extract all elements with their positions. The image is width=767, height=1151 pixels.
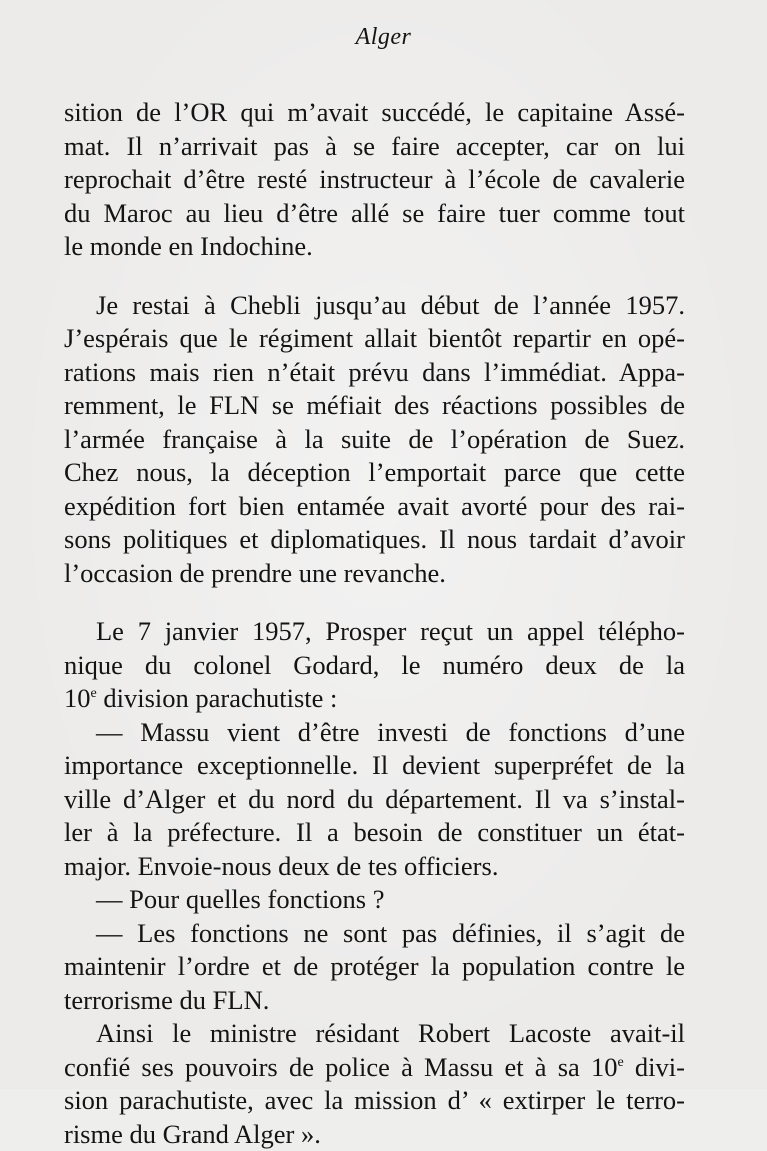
ordinal-suffix: e	[91, 686, 97, 701]
text-line: sion parachutiste, avec la mission d’ « extirper le terro-	[64, 1084, 685, 1118]
ordinal-suffix: e	[618, 1055, 624, 1070]
text-line: terrorisme du FLN.	[64, 984, 685, 1018]
ordinal-number: 10	[64, 683, 91, 713]
text-line: expédition fort bien entamée avait avorté pour des rai-	[64, 490, 685, 524]
text-line: Je restai à Chebli jusqu’au début de l’année 1957.	[64, 289, 685, 323]
text-line	[64, 1051, 685, 1085]
text-line: le monde en Indochine.	[64, 230, 685, 264]
text-segment: confié ses pouvoirs de police à Massu et à sa 10	[64, 1052, 618, 1082]
text-line: Chez nous, la déception l’emportait parce que cette	[64, 456, 685, 490]
dialogue-line: — Les fonctions ne sont pas définies, il s’agit de	[64, 917, 685, 951]
text-line: reprochait d’être resté instructeur à l’école de cavalerie	[64, 163, 685, 197]
dialogue-line: — Massu vient d’être investi de fonctions d’une	[64, 716, 685, 750]
dialogue-line: — Pour quelles fonctions ?	[64, 883, 685, 917]
text-line: l’armée française à la suite de l’opération de Suez.	[64, 423, 685, 457]
text-line: Le 7 janvier 1957, Prosper reçut un appel télépho-	[64, 615, 685, 649]
text-line: du Maroc au lieu d’être allé se faire tuer comme tout	[64, 197, 685, 231]
text-line: mat. Il n’arrivait pas à se faire accepter, car on lui	[64, 130, 685, 164]
running-head: Alger	[0, 24, 767, 51]
text-line: Ainsi le ministre résidant Robert Lacoste avait-il	[64, 1017, 685, 1051]
body-text	[64, 96, 685, 1151]
text-line: l’occasion de prendre une revanche.	[64, 557, 685, 591]
text-line: nique du colonel Godard, le numéro deux de la	[64, 649, 685, 683]
text-line: sons politiques et diplomatiques. Il nous tardait d’avoir	[64, 523, 685, 557]
text-line: rations mais rien n’était prévu dans l’immédiat. Appa-	[64, 356, 685, 390]
text-line: remment, le FLN se méfiait des réactions possibles de	[64, 389, 685, 423]
text-segment: division parachutiste :	[97, 683, 338, 713]
text-line: major. Envoie-nous deux de tes officiers.	[64, 850, 685, 884]
text-line: J’espérais que le régiment allait bientôt repartir en opé-	[64, 322, 685, 356]
text-line: importance exceptionnelle. Il devient superpréfet de la	[64, 749, 685, 783]
text-line: risme du Grand Alger ».	[64, 1118, 685, 1151]
paragraph-gap	[64, 590, 685, 615]
text-line: ville d’Alger et du nord du département. Il va s’instal-	[64, 783, 685, 817]
paragraph-gap	[64, 264, 685, 289]
text-line: sition de l’OR qui m’avait succédé, le capitaine Assé-	[64, 96, 685, 130]
text-line: ler à la préfecture. Il a besoin de constituer un état-	[64, 816, 685, 850]
text-segment: divi-	[624, 1052, 685, 1082]
text-line: maintenir l’ordre et de protéger la population contre le	[64, 950, 685, 984]
text-line	[64, 682, 685, 716]
